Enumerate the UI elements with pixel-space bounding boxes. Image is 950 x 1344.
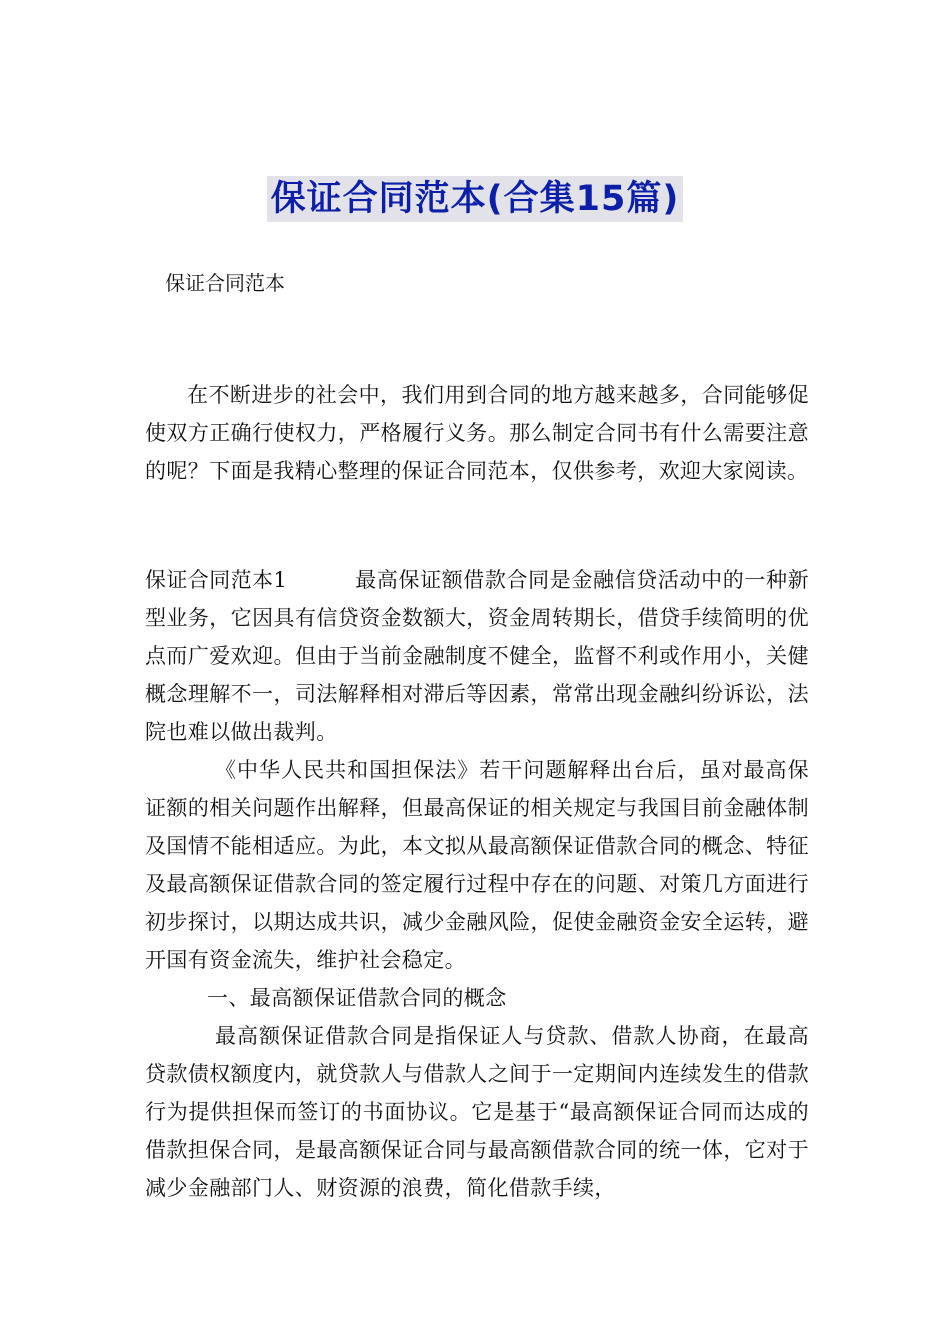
section-1-paragraph-1: 最高保证额借款合同是金融信贷活动中的一种新型业务，它因具有信贷资金数额大，资金周转期长，借贷手续简明的优点而广爱欢迎。但由于当前金融制度不健全，监督不利或作用小，关健概念理解不一，司法解释相对滞后等因素，常常出现金融纠纷诉讼，法院也难以做出裁判。 xyxy=(145,568,809,744)
document-subtitle: 保证合同范本 xyxy=(165,271,285,295)
intro-block xyxy=(145,376,809,490)
intro-paragraph: 在不断进步的社会中，我们用到合同的地方越来越多，合同能够促使双方正确行使权力，严格履行义务。那么制定合同书有什么需要注意的呢？下面是我精心整理的保证合同范本，仅供参考，欢迎大家阅读。 xyxy=(145,383,809,483)
section-1-paragraph-2: 《中华人民共和国担保法》若干问题解释出台后，虽对最高保证额的相关问题作出解释，但最高保证的相关规定与我国目前金融体制及国情不能相适应。为此，本文拟从最高额保证借款合同的概念、特征及最高额保证借款合同的签定履行过程中存在的问题、对策几方面进行初步探讨，以期达成共识，减少金融风险，促使金融资金安全运转，避开国有资金流失，维护社会稳定。 xyxy=(145,758,809,972)
section-1 xyxy=(145,561,809,1207)
title-container xyxy=(0,176,950,222)
section-1-label: 保证合同范本1 xyxy=(145,568,288,592)
section-1-first-paragraph xyxy=(145,561,809,751)
section-1-paragraph-3: 最高额保证借款合同是指保证人与贷款、借款人协商，在最高贷款债权额度内，就贷款人与借款人之间于一定期间内连续发生的借款行为提供担保而签订的书面协议。它是基于“最高额保证合同而达成的借款担保合同，是最高额保证合同与最高额借款合同的统一体，它对于减少金融部门人、财资源的浪费，简化借款手续， xyxy=(145,1024,809,1200)
section-1-heading-1: 一、最高额保证借款合同的概念 xyxy=(207,986,507,1010)
document-title: 保证合同范本(合集15篇) xyxy=(267,176,684,222)
